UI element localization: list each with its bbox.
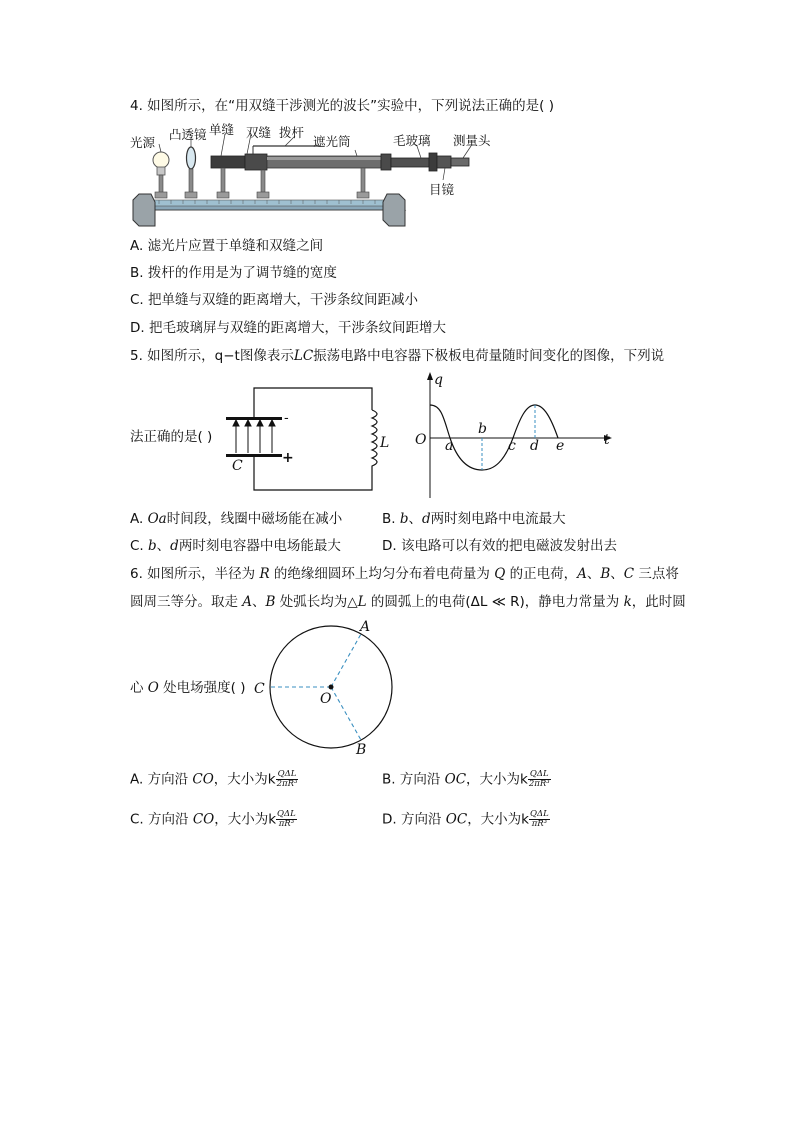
- q6-option-b[interactable]: B. 方向沿 OC，大小为k $\frac{\text{QΔL}}{\text{2πR³}}$: [382, 769, 550, 789]
- label-light-source: 光源: [130, 135, 156, 150]
- q6-option-c[interactable]: C. 方向沿 CO，大小为k $\frac{\text{QΔL}}{\text{πR³}}$: [130, 809, 296, 829]
- fraction: $\frac{\text{QΔL}}{\text{2πR³}}$: [528, 769, 550, 789]
- q5-option-b[interactable]: B. b、d两时刻电路中电流最大: [382, 511, 566, 527]
- fraction: $\frac{\text{QΔL}}{\text{πR³}}$: [530, 809, 549, 829]
- capacitor-label: C: [232, 458, 243, 474]
- label-single-slit: 单缝: [209, 122, 235, 137]
- q5-q-t-graph: [410, 370, 615, 500]
- q5-option-d[interactable]: D. 该电路可以有效的把电磁波发射出去: [382, 538, 617, 554]
- fraction: $\frac{\text{QΔL}}{\text{2πR³}}$: [276, 769, 298, 789]
- capacitor-plus-sign: +: [282, 450, 294, 466]
- q6-stem-line3: 心 O 处电场强度( ): [130, 680, 246, 696]
- ring-point-b: B: [356, 742, 367, 758]
- q4-option-b[interactable]: B. 拨杆的作用是为了调节缝的宽度: [130, 265, 337, 281]
- q4-optical-bench-figure: [125, 120, 505, 232]
- label-eyepiece: 目镜: [429, 182, 455, 197]
- q4-option-d[interactable]: D. 把毛玻璃屏与双缝的距离增大，干涉条纹间距增大: [130, 320, 446, 336]
- graph-q-label: q: [434, 372, 443, 388]
- graph-point-a: a: [445, 438, 454, 454]
- ring-point-c: C: [254, 681, 265, 697]
- label-convex-lens: 凸透镜: [169, 127, 207, 142]
- q6-stem-line1: 6. 如图所示，半径为 R 的绝缘细圆环上均匀分布着电荷量为 Q 的正电荷，A、B、C 三点将: [130, 566, 679, 582]
- graph-point-e: e: [556, 438, 565, 454]
- graph-origin-label: O: [415, 432, 427, 448]
- q6-option-a[interactable]: A. 方向沿 CO，大小为k $\frac{\text{QΔL}}{\text{2πR³}}$: [130, 769, 298, 789]
- q5-stem-line1: 5. 如图所示，q−t图像表示LC振荡电路中电容器下极板电荷量随时间变化的图像，下列说: [130, 348, 665, 364]
- label-measuring-head: 测量头: [453, 133, 491, 148]
- graph-point-b: b: [478, 421, 487, 437]
- q5-stem-line2: 法正确的是( ): [130, 429, 213, 445]
- capacitor-minus-sign: -: [284, 411, 289, 426]
- q5-option-c[interactable]: C. b、d两时刻电容器中电场能最大: [130, 538, 341, 554]
- q4-option-c[interactable]: C. 把单缝与双缝的距离增大，干涉条纹间距减小: [130, 292, 419, 308]
- q5-lc-circuit: [222, 380, 392, 498]
- q6-stem-line2: 圆周三等分。取走 A、B 处弧长均为△L 的圆弧上的电荷(ΔL ≪ R)，静电力常量为 k，此时圆: [130, 594, 686, 610]
- ring-point-a: A: [360, 619, 371, 635]
- label-double-slit: 双缝: [246, 125, 272, 140]
- q5-option-a[interactable]: A. Oa时间段，线圈中磁场能在减小: [130, 511, 343, 527]
- ring-center-o: O: [320, 691, 332, 707]
- q4-option-a[interactable]: A. 滤光片应置于单缝和双缝之间: [130, 238, 324, 254]
- fraction: $\frac{\text{QΔL}}{\text{πR³}}$: [277, 809, 296, 829]
- inductor-label: L: [380, 435, 390, 451]
- label-lever: 拨杆: [279, 125, 305, 140]
- graph-t-label: t: [604, 432, 610, 448]
- q6-option-d[interactable]: D. 方向沿 OC，大小为k $\frac{\text{QΔL}}{\text{πR³}}$: [382, 809, 549, 829]
- label-tube: 遮光筒: [313, 134, 351, 149]
- graph-point-d: d: [530, 438, 539, 454]
- q6-ring-figure: [250, 615, 400, 760]
- graph-point-c: c: [508, 438, 516, 454]
- label-frosted-glass: 毛玻璃: [393, 133, 431, 148]
- q4-stem: 4. 如图所示，在“用双缝干涉测光的波长”实验中，下列说法正确的是( ): [130, 98, 554, 114]
